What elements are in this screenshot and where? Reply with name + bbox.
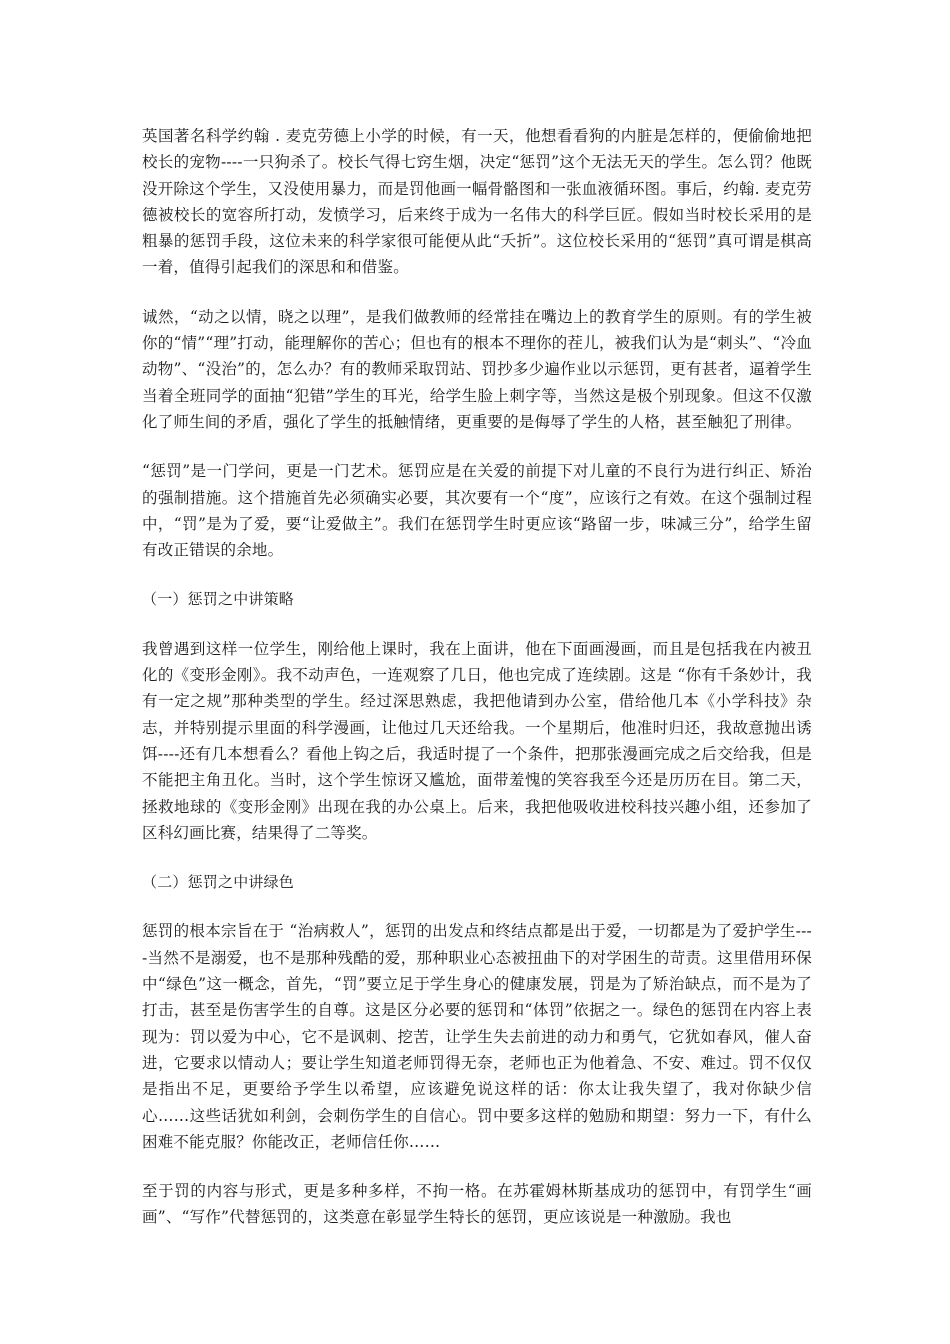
paragraph-art-of-punishment: “惩罚”是一门学问，更是一门艺术。惩罚应是在关爱的前提下对儿童的不良行为进行纠正、矫治的强制措施。这个措施首先必须确实必要，其次要有一个“度”，应该行之有效。在这个强制过程中，“罚”是为了爱，要“让爱做主”。我们在惩罚学生时更应该“路留一步，味减三分”，给学生留有改正错误的余地。 — [142, 462, 812, 560]
document-body — [142, 123, 812, 1254]
paragraph-principle: 诚然，“动之以情，晓之以理”，是我们做教师的经常挂在嘴边上的教育学生的原则。有的学生被你的“情”“理”打动，能理解你的苦心；但也有的根本不理你的茬儿，被我们认为是“刺头”、“冷血动物”、“没治”的，怎么办？有的教师采取罚站、罚抄多少遍作业以示惩罚，更有甚者，逼着学生当着全班同学的面抽“犯错”学生的耳光，给学生脸上刺字等，当然这是极个别现象。但这不仅激化了师生间的矛盾，强化了学生的抵触情绪，更重要的是侮辱了学生的人格，甚至触犯了刑律。 — [142, 307, 812, 431]
paragraph-green-punishment: 惩罚的根本宗旨在于 “治病救人”，惩罚的出发点和终结点都是出于爱，一切都是为了爱护学生----当然不是溺爱，也不是那种残酷的爱，那种职业心态被扭曲下的对学困生的苛责。这里借用环保中“绿色”这一概念，首先，“罚”要立足于学生身心的健康发展，罚是为了矫治缺点，而不是为了打击，甚至是伤害学生的自尊。这是区分必要的惩罚和“体罚”依据之一。绿色的惩罚在内容上表现为：罚以爱为中心，它不是讽刺、挖苦，让学生失去前进的动力和勇气，它犹如春风，催人奋进，它要求以情动人；要让学生知道老师罚得无奈，老师也正为他着急、不安、难过。罚不仅仅是指出不足，更要给予学生以希望，应该避免说这样的话：你太让我失望了，我对你缺少信心……这些话犹如利剑，会刺伤学生的自信心。罚中要多这样的勉励和期望：努力一下，有什么困难不能克服？你能改正，老师信任你…… — [142, 922, 812, 1151]
section-heading-green: （二）惩罚之中讲绿色 — [142, 873, 295, 892]
paragraph-forms: 至于罚的内容与形式，更是多种多样，不拘一格。在苏霍姆林斯基成功的惩罚中，有罚学生“画画”、“写作”代替惩罚的，这类意在彰显学生特长的惩罚，更应该说是一种激励。我也 — [142, 1182, 812, 1227]
paragraph-anecdote: 英国著名科学约翰 . 麦克劳德上小学的时候，有一天，他想看看狗的内脏是怎样的，便偷偷地把校长的宠物----一只狗杀了。校长气得七窍生烟，决定“惩罚”这个无法无天的学生。怎么罚？他既没开除这个学生，又没使用暴力，而是罚他画一幅骨骼图和一张血液循环图。事后，约翰. 麦克劳德被校长的宽容所打动，发愤学习，后来终于成为一名伟大的科学巨匠。假如当时校长采用的是粗暴的惩罚手段，这位未来的科学家很可能便从此“夭折”。这位校长采用的“惩罚”真可谓是棋高一着，值得引起我们的深思和和借鉴。 — [142, 127, 812, 277]
section-heading-strategy: （一）惩罚之中讲策略 — [142, 590, 295, 609]
paragraph-strategy-example: 我曾遇到这样一位学生，刚给他上课时，我在上面讲，他在下面画漫画，而且是包括我在内被丑化的《变形金刚》。我不动声色，一连观察了几日，他也完成了连续剧。这是 “你有千条妙计，我有一定之规”那种类型的学生。经过深思熟虑，我把他请到办公室，借给他几本《小学科技》杂志，并特别提示里面的科学漫画，让他过几天还给我。一个星期后，他准时归还，我故意抛出诱饵----还有几本想看么？看他上钩之后，我适时提了一个条件，把那张漫画完成之后交给我，但是不能把主角丑化。当时，这个学生惊讶又尴尬，面带羞愧的笑容我至今还是历历在目。第二天，拯救地球的《变形金刚》出现在我的办公桌上。后来，我把他吸收进校科技兴趣小组，还参加了区科幻画比赛，结果得了二等奖。 — [142, 639, 812, 842]
